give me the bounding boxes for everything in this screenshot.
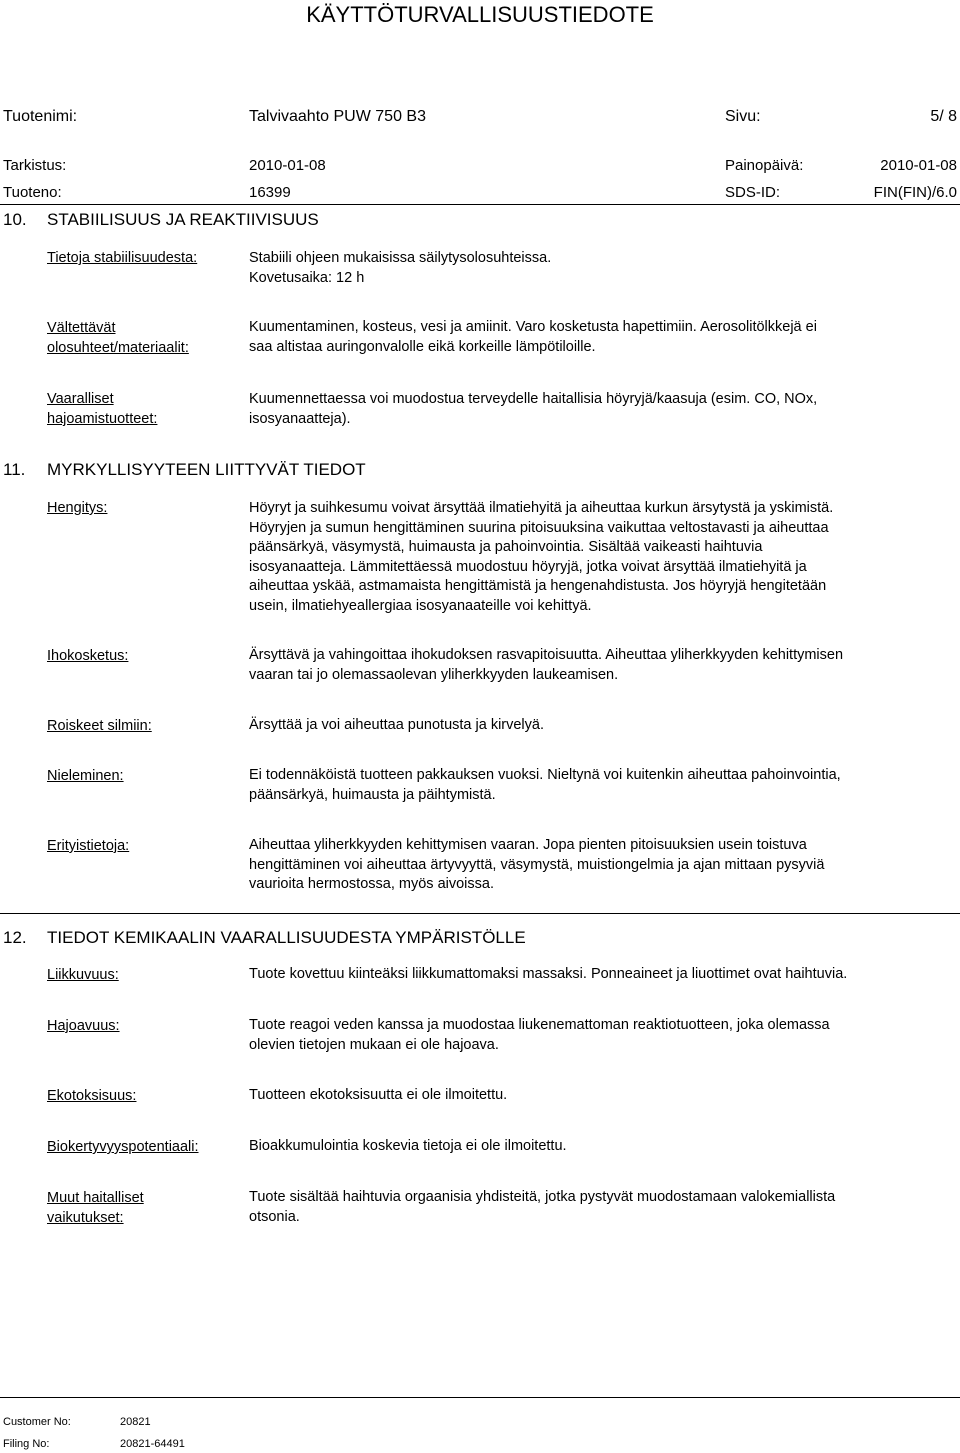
label-line: Vältettävät [47,320,116,336]
text-line: Kuumennettaessa voi muodostua terveydelle haitallisia höyryjä/kaasuja (esim. CO, NOx, [249,391,818,407]
text-line: Ärsyttää ja voi aiheuttaa punotusta ja kirvelyä. [249,717,544,733]
label-line: Muut haitalliset [47,1190,144,1206]
filing-no: 20821-64491 [120,1438,185,1450]
filing-no-label: Filing No: [3,1438,50,1450]
sds-id-label: SDS-ID: [725,184,781,201]
section-12-divider [0,913,960,914]
text-line: olevien tietojen mukaan ei ole hajoava. [249,1036,499,1053]
label-line: vaikutukset: [47,1210,124,1226]
revision-date: 2010-01-08 [249,157,326,174]
customer-no-label: Customer No: [3,1416,71,1428]
section-12-row-1-text [249,1016,960,1055]
label-line: Hengitys: [47,500,108,516]
product-name-label: Tuotenimi: [3,108,78,125]
label-line: Ekotoksisuus: [47,1088,137,1104]
label-line: hajoamistuotteet: [47,411,158,427]
text-line: Aiheuttaa yliherkkyyden kehittymisen vaaran. Jopa pienten pitoisuuksien usein toistuva [249,837,807,853]
text-line: Kuumentaminen, kosteus, vesi ja amiinit. Varo kosketusta hapettimiin. Aerosolitölkkejä ei [249,319,817,335]
label-line: Ihokosketus: [47,648,129,664]
text-line: isosyanaatteja). [249,410,351,427]
text-line: vaaran tai jo olemassaolevan yliherkkyyden laukeamisen. [249,666,619,683]
label-line: Liikkuvuus: [47,967,119,983]
product-no: 16399 [249,184,291,201]
section-11-title: MYRKYLLISYYTEEN LIITTYVÄT TIEDOT [47,460,366,479]
section-10-row-0-text [249,249,960,288]
section-11-row-2-text [249,716,960,736]
sds-id: FIN(FIN)/6.0 [873,184,957,201]
text-line: päänsärkyä, väsymystä, huimausta ja pahoinvointia. Sisältää vaikeasti haihtuvia [249,539,763,555]
text-line: Tuotteen ekotoksisuutta ei ole ilmoitettu. [249,1087,508,1103]
label-line: Erityistietoja: [47,838,130,854]
text-line: vaurioita hermostossa, myös aivoissa. [249,876,494,892]
print-date: 2010-01-08 [880,157,957,174]
section-12-row-4-label [47,1188,144,1228]
section-10-row-2-label [47,389,157,429]
section-12-row-2-text [249,1086,960,1106]
document-title: KÄYTTÖTURVALLISUUSTIEDOTE [306,2,654,27]
footer-divider [0,1397,960,1398]
text-line: Bioakkumulointia koskevia tietoja ei ole ilmoitettu. [249,1138,567,1154]
section-12-row-4-text [249,1188,960,1227]
page-label: Sivu: [725,108,761,125]
section-12-row-1-label [47,1016,120,1036]
section-11-row-3-text [249,766,960,805]
page-number: 5/ 8 [930,108,957,125]
revision-label: Tarkistus: [3,157,67,174]
product-name: Talvivaahto PUW 750 B3 [249,108,426,125]
label-line: Biokertyvyyspotentiaali: [47,1139,199,1155]
section-11-row-0-text [249,499,960,616]
label-line: Roiskeet silmiin: [47,718,152,734]
text-line: Tuote kovettuu kiinteäksi liikkumattomaksi massaksi. Ponneaineet ja liuottimet ovat haihtuvia. [249,966,848,982]
section-10-row-1-label [47,318,189,358]
text-line: isosyanaatteja. Lämmitettäessä muodostuu höyryjä, jotka voivat ärsyttää ilmatiehyitä ja [249,558,807,575]
text-line: Ärsyttävä ja vahingoittaa ihokudoksen rasvapitoisuutta. Aiheuttaa yliherkkyyden kehittymisen [249,647,844,663]
section-10-number: 10. [3,210,27,229]
section-12-title: TIEDOT KEMIKAALIN VAARALLISUUDESTA YMPÄRISTÖLLE [47,928,526,947]
section-12-row-0-text [249,965,960,985]
section-11-row-3-label [47,766,124,786]
label-line: Hajoavuus: [47,1018,120,1034]
section-10-row-0-label [47,248,197,268]
section-11-number: 11. [3,460,26,479]
text-line: päänsärkyä, huimausta ja päihtymistä. [249,786,496,803]
print-date-label: Painopäivä: [725,157,804,174]
label-line: Nieleminen: [47,768,124,784]
section-11-row-0-label [47,498,107,518]
section-12-number: 12. [3,928,27,947]
section-11-row-1-label [47,646,128,666]
text-line: Tuote reagoi veden kanssa ja muodostaa liukenemattoman reaktiotuotteen, joka olemassa [249,1017,830,1033]
text-line: Stabiili ohjeen mukaisissa säilytysolosuhteissa. [249,250,552,266]
section-11-row-4-label [47,836,129,856]
section-10-row-1-text [249,318,960,357]
product-no-label: Tuoteno: [3,184,62,201]
section-12-row-0-label [47,965,119,985]
section-11-row-2-label [47,716,152,736]
section-11-row-1-text [249,646,960,685]
section-10-title: STABIILISUUS JA REAKTIIVISUUS [47,210,319,229]
text-line: Tuote sisältää haihtuvia orgaanisia yhdisteitä, jotka pystyvät muodostamaan valokemiallista [249,1189,836,1205]
text-line: Ei todennäköistä tuotteen pakkauksen vuoksi. Nieltynä voi kuitenkin aiheuttaa pahoinvointia, [249,767,841,783]
label-line: Vaaralliset [47,391,114,407]
text-line: hengittäminen voi aiheuttaa ärtyvyyttä, väsymystä, muistiongelmia ja ajan mittaan pysyviä [249,856,825,873]
text-line: aiheuttaa yskää, astmamaista hengittämistä ja hengenahdistusta. Jos höyryjä hengitetään [249,578,827,594]
section-10-row-2-text [249,390,960,429]
label-line: Tietoja stabiilisuudesta: [47,250,198,266]
text-line: saa altistaa auringonvalolle eikä korkeille lämpötiloille. [249,338,596,355]
customer-no: 20821 [120,1416,151,1428]
section-11-row-4-text [249,836,960,895]
text-line: otsonia. [249,1208,300,1225]
section-12-row-2-label [47,1086,136,1106]
section-12-row-3-label [47,1137,199,1157]
header-divider [0,204,960,205]
text-line: Höyryjen ja sumun hengittäminen suurina pitoisuuksina vaikuttaa veltostavasti ja aiheuttaa [249,519,829,536]
text-line: usein, ilmatiehyeallergiaa isosyanaateille voi kehittyä. [249,597,592,614]
section-12-row-3-text [249,1137,960,1157]
text-line: Kovetusaika: 12 h [249,269,365,286]
text-line: Höyryt ja suihkesumu voivat ärsyttää ilmatiehyitä ja aiheuttaa kurkun ärsytystä ja yskimistä. [249,500,834,516]
label-line: olosuhteet/materiaalit: [47,340,189,356]
